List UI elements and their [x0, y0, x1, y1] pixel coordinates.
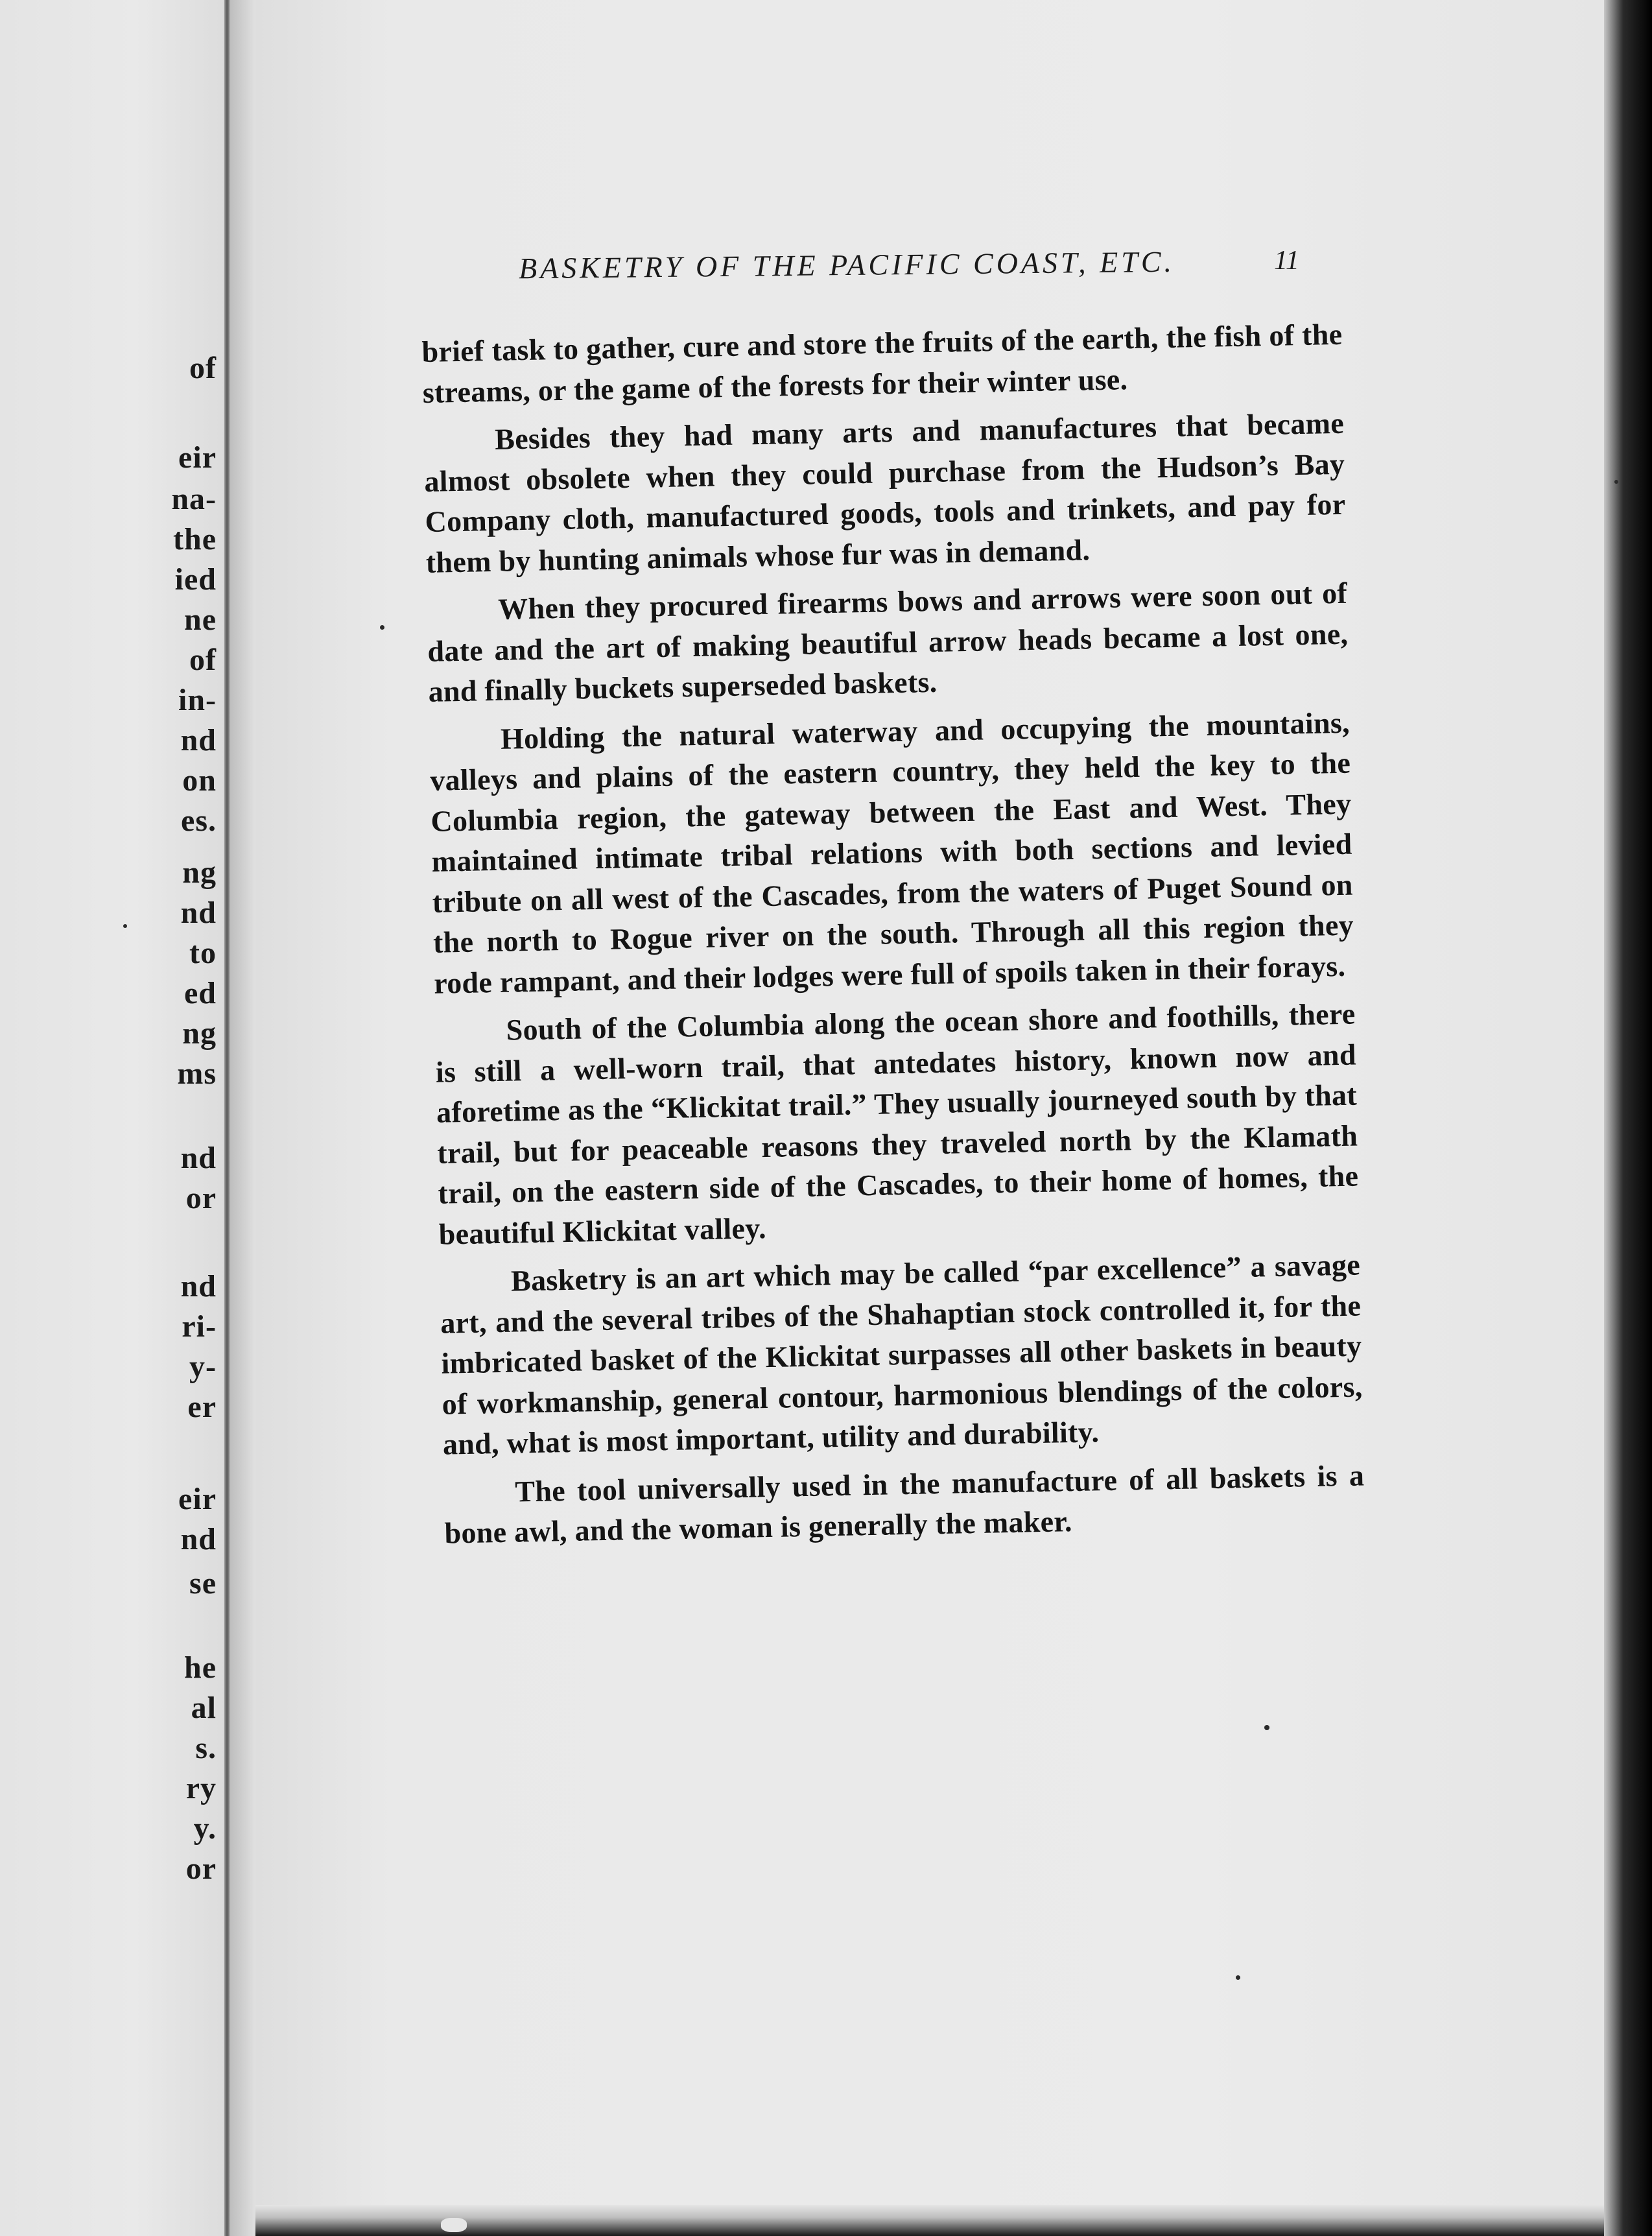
left-fragment: nd: [180, 723, 217, 757]
left-fragment: na-: [171, 482, 217, 516]
left-fragment: on: [182, 763, 217, 798]
ink-speck: [1614, 480, 1618, 484]
left-fragment: nd: [180, 1269, 217, 1303]
paragraph: When they procured firearms bows and arrows were soon out of date and the art of making beautiful arrow heads became a lost one, and finally buckets superseded baskets.: [427, 576, 1349, 708]
left-fragment: er: [187, 1390, 217, 1424]
left-fragment: of: [189, 351, 217, 385]
left-fragment: of: [189, 643, 217, 677]
paragraph: Besides they had many arts and manufactures that became almost obsolete when they could purchase from the Hudson’s Bay Company cloth, manufactured goods, tools and trinkets, and pay for them by hunting animals whose fur was in demand.: [423, 406, 1346, 579]
paragraph: Holding the natural waterway and occupying the mountains, valleys and plains of the eastern country, they held the key to the Columbia region, the gateway between the East and West. They maintained intimate tribal relations with both sections and levied tribute on all west of the Cascades, from the waters of Puget Sound on the north to Rogue river on the south. Through all this region they rode rampant, and their lodges were full of spoils taken in their forays.: [429, 706, 1354, 1000]
page-number: 11: [1274, 246, 1299, 276]
left-fragment: nd: [180, 1522, 217, 1556]
left-fragment: or: [185, 1181, 217, 1215]
left-fragment: y.: [193, 1811, 217, 1846]
left-fragment: ng: [182, 1016, 217, 1051]
left-fragment: es.: [181, 803, 217, 838]
left-fragment: to: [189, 936, 217, 970]
bottom-blemish: [441, 2218, 467, 2232]
left-fragment: ms: [177, 1056, 217, 1091]
left-fragment: ied: [174, 562, 217, 597]
left-fragment: ne: [184, 602, 217, 637]
paragraph: South of the Columbia along the ocean shore and foothills, there is still a well-worn trail, that antedates history, known now and aforetime as the “Klickitat trail.” They usually journeyed south by that trail, but for peaceable reasons they traveled north by the Klamath trail, on the eastern side of the Cascades, to their home of homes, the beautiful Klickitat valley.: [435, 997, 1359, 1251]
left-fragment: se: [189, 1566, 217, 1600]
paragraph: The tool universally used in the manufacture of all baskets is a bone awl, and the woman is generally the maker.: [444, 1458, 1365, 1550]
left-page-text-fragments: [0, 0, 220, 2236]
body-text: [421, 315, 1365, 1562]
left-fragment: or: [185, 1851, 217, 1886]
left-fragment: y-: [189, 1350, 217, 1384]
left-fragment: eir: [178, 440, 217, 475]
left-fragment: ng: [182, 855, 217, 890]
paragraph: Basketry is an art which may be called “par excellence” a savage art, and the several tribes of the Shahaptian stock controlled it, for the imbricated basket of the Klickitat surpasses all other baskets in beauty of workmanship, general contour, harmonious blendings of the colors, and, what is most important, utility and durability.: [440, 1248, 1363, 1461]
left-fragment: ri-: [182, 1309, 217, 1344]
page-right-edge: [1604, 0, 1652, 2236]
ink-speck: [1236, 1975, 1240, 1980]
ink-speck: [123, 924, 127, 928]
left-fragment: nd: [180, 896, 217, 930]
left-fragment: eir: [178, 1482, 217, 1516]
ink-speck: [1264, 1725, 1269, 1730]
left-fragment: al: [191, 1691, 217, 1725]
left-fragment: in-: [178, 683, 217, 717]
left-fragment: nd: [180, 1141, 217, 1175]
left-fragment: the: [173, 522, 217, 556]
ink-speck: [380, 625, 384, 630]
left-fragment: s.: [195, 1731, 217, 1765]
running-head: BASKETRY OF THE PACIFIC COAST, ETC.: [518, 244, 1175, 285]
left-fragment: ry: [185, 1771, 217, 1805]
book-gutter: [224, 0, 230, 2236]
gutter-shadow: [230, 0, 255, 2236]
left-fragment: ed: [184, 976, 217, 1010]
paragraph: brief task to gather, cure and store the fruits of the earth, the fish of the streams, or the game of the forests for their winter use.: [421, 317, 1343, 409]
left-fragment: he: [184, 1650, 217, 1685]
